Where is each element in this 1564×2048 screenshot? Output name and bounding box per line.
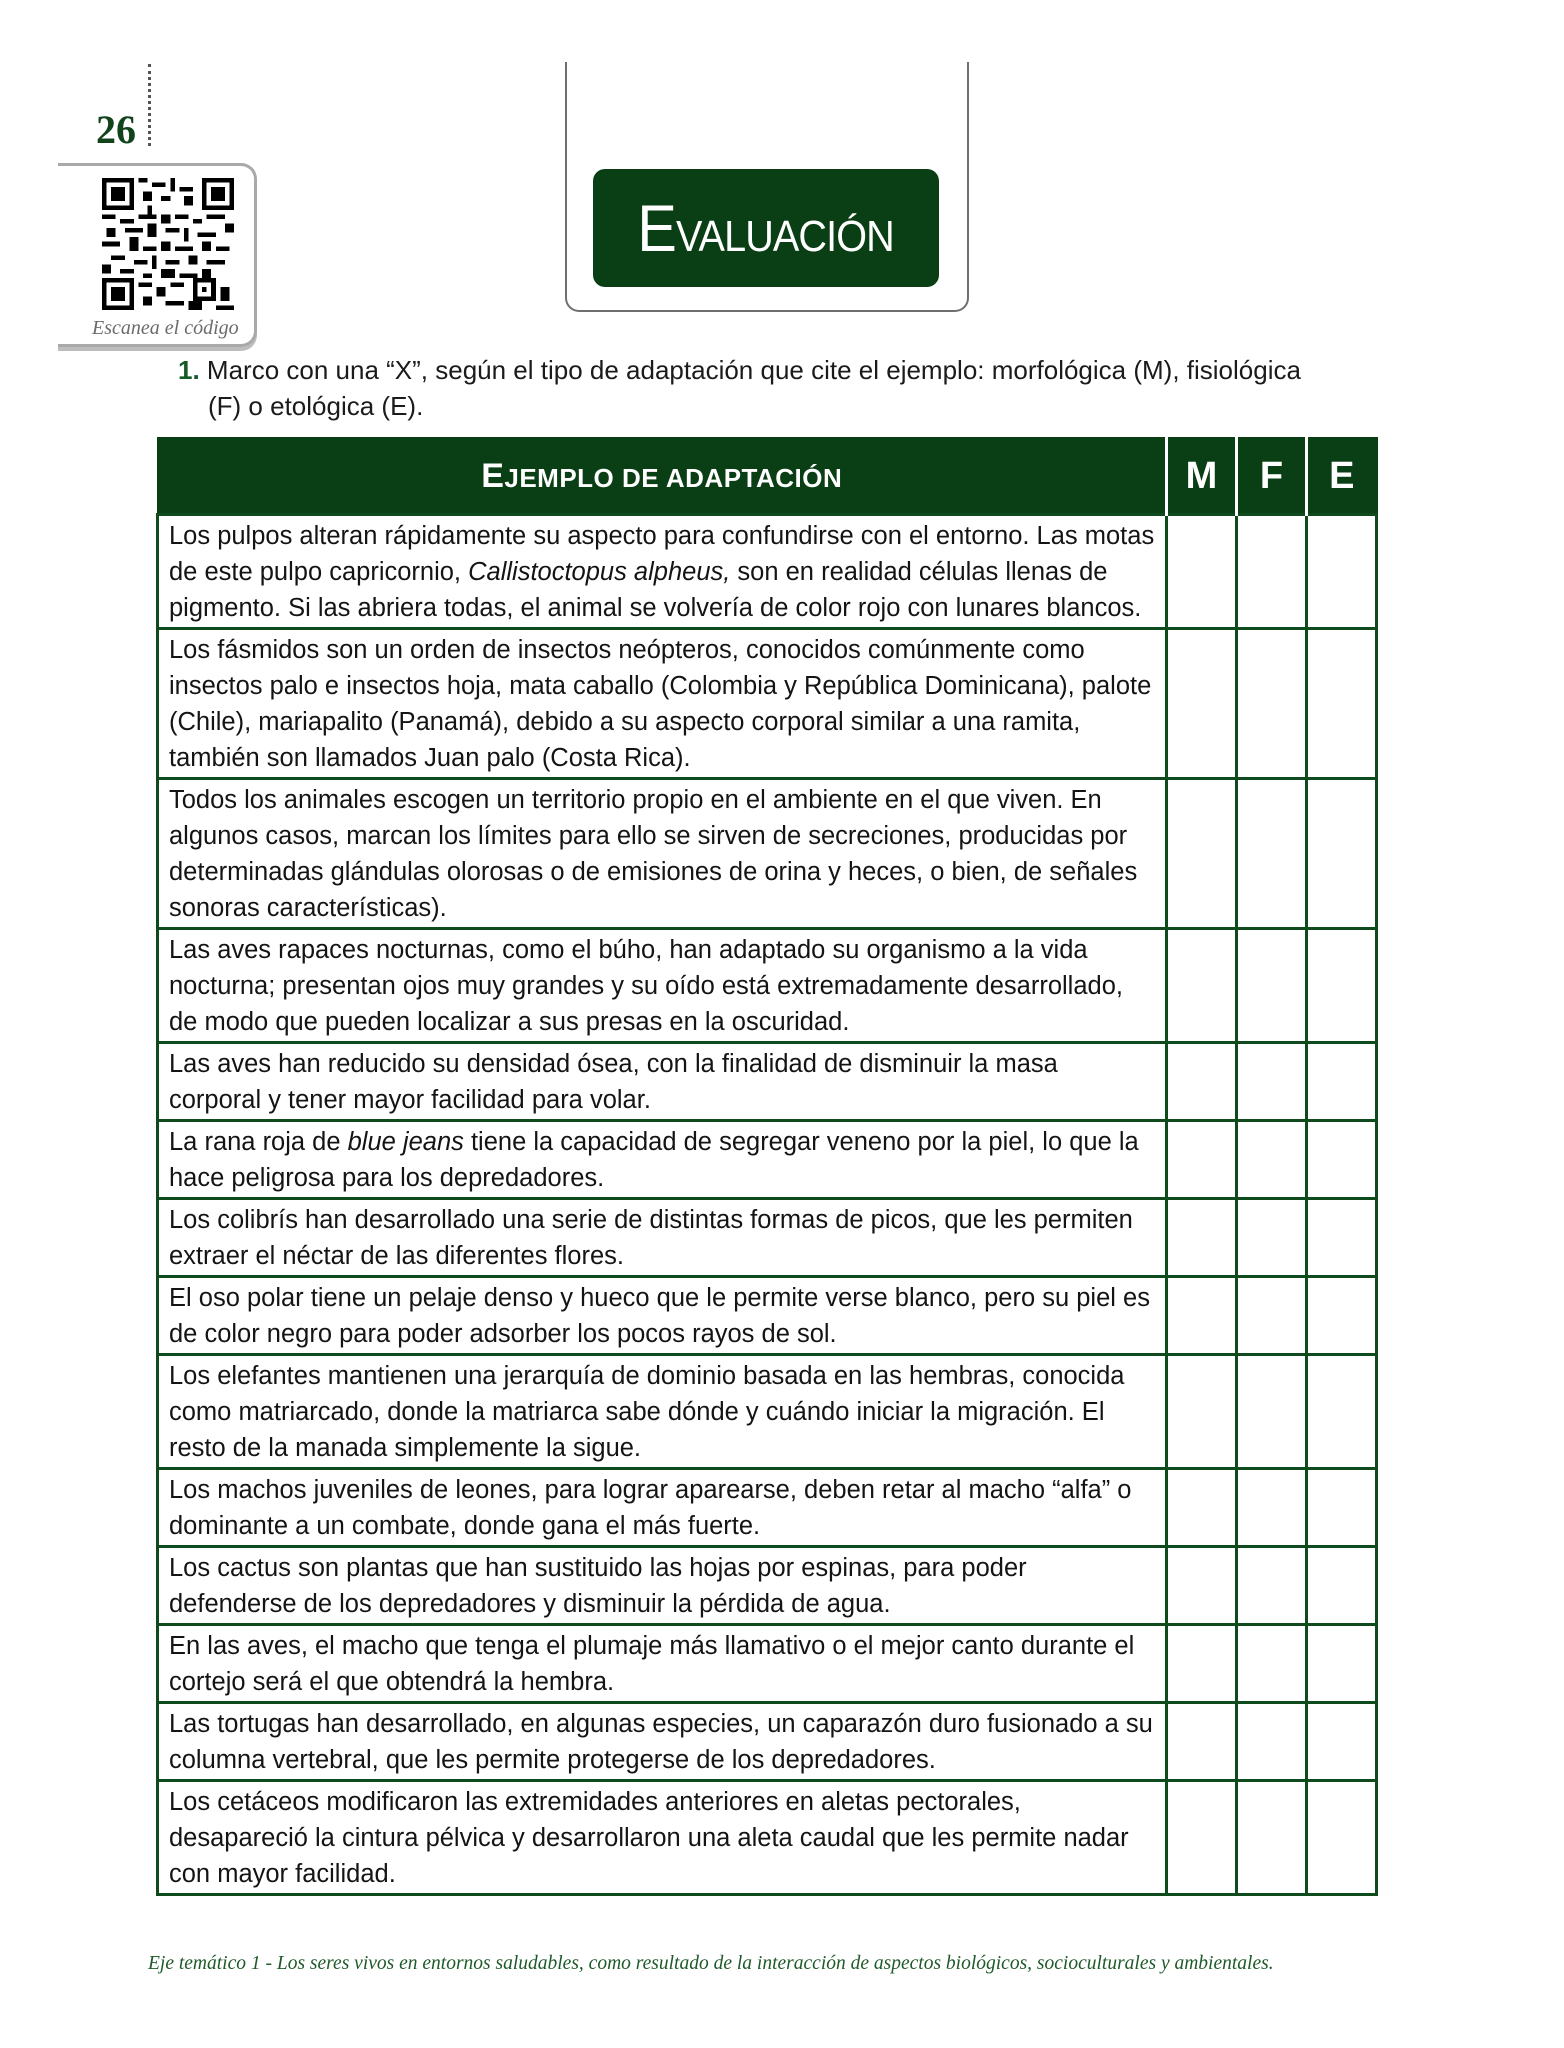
example-text	[158, 1625, 1167, 1703]
mark-cell-f[interactable]	[1237, 1781, 1307, 1895]
mark-cell-f[interactable]	[1237, 1469, 1307, 1547]
header-f: F	[1237, 438, 1307, 515]
header-example-initial: E	[481, 456, 505, 495]
mark-cell-m[interactable]	[1167, 1781, 1237, 1895]
instruction	[178, 352, 1408, 424]
instruction-line-2: (F) o etológica (E).	[208, 391, 424, 421]
example-segment: Los cactus son plantas que han sustituido las hojas por espinas, para poder defenderse de los depredadores y disminuir la pérdida de agua.	[169, 1554, 1027, 1618]
page-number: 26	[96, 107, 136, 152]
example-segment: Los cetáceos modificaron las extremidades anteriores en aletas pectorales, desapareció la cintura pélvica y desarrollaron una aleta caudal que les permite nadar con mayor facilidad.	[169, 1788, 1129, 1888]
header-example-rest: JEMPLO DE ADAPTACIÓN	[504, 462, 843, 493]
example-segment: tiene la capacidad de segregar veneno por la piel, lo que la hace peligrosa para los depredadores.	[169, 1128, 1139, 1192]
example-segment: Las aves rapaces nocturnas, como el búho, han adaptado su organismo a la vida nocturna; presentan ojos muy grandes y su oído está extremadamente desarrollado, de modo que pueden localizar a sus presas en la oscuridad.	[169, 936, 1123, 1036]
example-segment: Los elefantes mantienen una jerarquía de dominio basada en las hembras, conocida como matriarcado, donde la matriarca sabe dónde y cuándo iniciar la migración. El resto de la manada simplemente la sigue.	[169, 1362, 1125, 1462]
mark-cell-f[interactable]	[1237, 1277, 1307, 1355]
mark-cell-f[interactable]	[1237, 1355, 1307, 1469]
example-text	[158, 1199, 1167, 1277]
mark-cell-m[interactable]	[1167, 779, 1237, 929]
header-m: M	[1167, 438, 1237, 515]
instruction-number: 1.	[178, 355, 200, 385]
table-row	[158, 515, 1377, 629]
instruction-line-1: Marco con una “X”, según el tipo de adaptación que cite el ejemplo: morfológica (M), fisiológica	[206, 355, 1301, 385]
mark-cell-e[interactable]	[1307, 929, 1377, 1043]
example-segment: El oso polar tiene un pelaje denso y hueco que le permite verse blanco, pero su piel es de color negro para poder adsorber los pocos rayos de sol.	[169, 1284, 1150, 1348]
mark-cell-f[interactable]	[1237, 1043, 1307, 1121]
mark-cell-m[interactable]	[1167, 1625, 1237, 1703]
qr-code-icon[interactable]	[102, 178, 234, 310]
mark-cell-e[interactable]	[1307, 1277, 1377, 1355]
adaptation-table	[156, 437, 1378, 1896]
mark-cell-m[interactable]	[1167, 1277, 1237, 1355]
mark-cell-m[interactable]	[1167, 929, 1237, 1043]
qr-code-panel	[58, 163, 257, 347]
example-text	[158, 1355, 1167, 1469]
table-row	[158, 1043, 1377, 1121]
mark-cell-m[interactable]	[1167, 1703, 1237, 1781]
example-segment: En las aves, el macho que tenga el plumaje más llamativo o el mejor canto durante el cortejo será el que obtendrá la hembra.	[169, 1632, 1135, 1696]
mark-cell-e[interactable]	[1307, 1199, 1377, 1277]
mark-cell-e[interactable]	[1307, 1781, 1377, 1895]
table-row	[158, 929, 1377, 1043]
qr-caption: Escanea el código	[92, 317, 239, 339]
section-title-badge	[593, 169, 939, 287]
instruction-line-1-row	[178, 352, 1408, 388]
example-text	[158, 629, 1167, 779]
table-row	[158, 1121, 1377, 1199]
mark-cell-f[interactable]	[1237, 515, 1307, 629]
mark-cell-f[interactable]	[1237, 1547, 1307, 1625]
example-segment: Todos los animales escogen un territorio propio en el ambiente en el que viven. En algunos casos, marcan los límites para ello se sirven de secreciones, producidas por determinadas glándulas olorosas o de emisiones de orina y heces, o bien, de señales sonoras características).	[169, 786, 1138, 922]
table-row	[158, 1469, 1377, 1547]
mark-cell-m[interactable]	[1167, 1121, 1237, 1199]
mark-cell-f[interactable]	[1237, 1703, 1307, 1781]
example-text	[158, 1469, 1167, 1547]
table-row	[158, 1781, 1377, 1895]
mark-cell-m[interactable]	[1167, 1199, 1237, 1277]
footer-theme: Eje temático 1 - Los seres vivos en entornos saludables, como resultado de la interacción de aspectos biológicos, socioculturales y ambientales.	[148, 1953, 1274, 1974]
mark-cell-f[interactable]	[1237, 779, 1307, 929]
table-row	[158, 1547, 1377, 1625]
mark-cell-f[interactable]	[1237, 629, 1307, 779]
table-row	[158, 1277, 1377, 1355]
example-segment: La rana roja de	[169, 1128, 348, 1156]
mark-cell-f[interactable]	[1237, 1121, 1307, 1199]
mark-cell-e[interactable]	[1307, 1703, 1377, 1781]
table-header-row	[158, 438, 1377, 515]
example-text	[158, 1703, 1167, 1781]
mark-cell-m[interactable]	[1167, 1043, 1237, 1121]
example-text	[158, 1547, 1167, 1625]
example-segment: Las aves han reducido su densidad ósea, con la finalidad de disminuir la masa corporal y tener mayor facilidad para volar.	[169, 1050, 1058, 1114]
header-e: E	[1307, 438, 1377, 515]
example-text	[158, 1121, 1167, 1199]
table-row	[158, 1625, 1377, 1703]
table-row	[158, 1355, 1377, 1469]
section-title	[638, 190, 895, 266]
example-segment: son en realidad células llenas de pigmento. Si las abriera todas, el animal se volvería de color rojo con lunares blancos.	[169, 558, 1142, 622]
example-segment: Las tortugas han desarrollado, en algunas especies, un caparazón duro fusionado a su columna vertebral, que les permite protegerse de los depredadores.	[169, 1710, 1153, 1774]
mark-cell-m[interactable]	[1167, 629, 1237, 779]
mark-cell-e[interactable]	[1307, 1355, 1377, 1469]
example-segment: Los machos juveniles de leones, para lograr aparearse, deben retar al macho “alfa” o dominante a un combate, donde gana el más fuerte.	[169, 1476, 1132, 1540]
example-text	[158, 1781, 1167, 1895]
mark-cell-f[interactable]	[1237, 1199, 1307, 1277]
mark-cell-e[interactable]	[1307, 1625, 1377, 1703]
example-text	[158, 1277, 1167, 1355]
mark-cell-m[interactable]	[1167, 1547, 1237, 1625]
example-text	[158, 515, 1167, 629]
example-italic: Callistoctopus alpheus,	[468, 558, 731, 586]
mark-cell-f[interactable]	[1237, 929, 1307, 1043]
example-text	[158, 929, 1167, 1043]
table-row	[158, 629, 1377, 779]
mark-cell-m[interactable]	[1167, 1355, 1237, 1469]
mark-cell-e[interactable]	[1307, 779, 1377, 929]
example-text	[158, 779, 1167, 929]
mark-cell-e[interactable]	[1307, 1469, 1377, 1547]
example-segment: Los fásmidos son un orden de insectos neópteros, conocidos comúnmente como insectos palo e insectos hoja, mata caballo (Colombia y República Dominicana), palote (Chile), mariapalito (Panamá), debido a su aspecto corporal similar a una ramita, también son llamados Juan palo (Costa Rica).	[169, 636, 1152, 772]
table-row	[158, 1703, 1377, 1781]
mark-cell-e[interactable]	[1307, 1547, 1377, 1625]
dotted-divider	[148, 64, 151, 146]
mark-cell-e[interactable]	[1307, 629, 1377, 779]
table-row	[158, 1199, 1377, 1277]
example-text	[158, 1043, 1167, 1121]
mark-cell-e[interactable]	[1307, 1043, 1377, 1121]
mark-cell-f[interactable]	[1237, 1625, 1307, 1703]
example-segment: Los colibrís han desarrollado una serie de distintas formas de picos, que les permiten extraer el néctar de las diferentes flores.	[169, 1206, 1133, 1270]
mark-cell-m[interactable]	[1167, 1469, 1237, 1547]
mark-cell-e[interactable]	[1307, 1121, 1377, 1199]
header-example	[158, 438, 1167, 515]
mark-cell-e[interactable]	[1307, 515, 1377, 629]
mark-cell-m[interactable]	[1167, 515, 1237, 629]
example-italic: blue jeans	[347, 1128, 464, 1156]
section-title-initial: E	[637, 191, 677, 265]
table-row	[158, 779, 1377, 929]
section-title-rest: VALUACIÓN	[676, 212, 895, 261]
example-segment: Los pulpos alteran rápidamente su aspecto para confundirse con el entorno. Las motas de este pulpo capricornio,	[169, 522, 1155, 586]
